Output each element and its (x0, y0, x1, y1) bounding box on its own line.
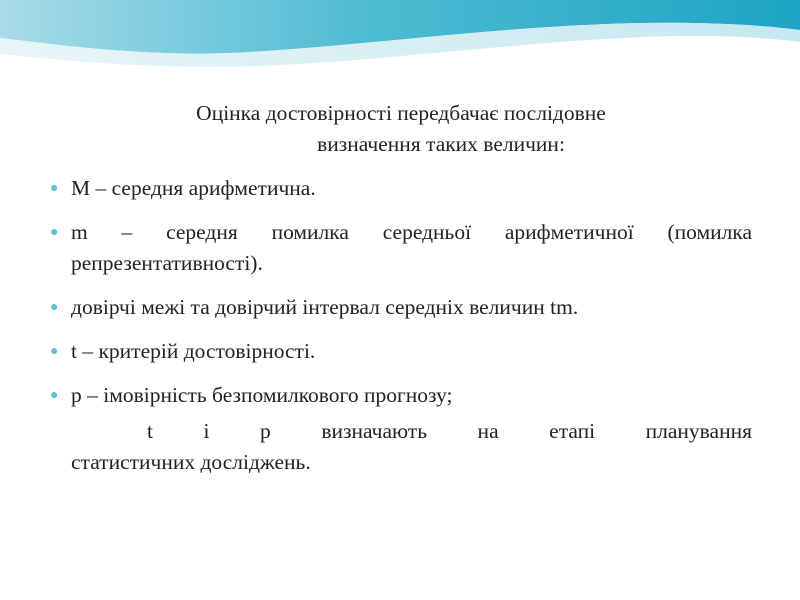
list-item-text: t – критерій достовірності. (71, 339, 316, 363)
list-item-text: р – імовірність безпомилкового прогнозу; (71, 383, 453, 407)
planning-note (71, 416, 752, 478)
list-item-text: довірчі межі та довірчий інтервал середніх величин tm. (71, 295, 579, 319)
list-item-text: M – середня арифметична. (71, 176, 316, 200)
bullet-list (50, 173, 752, 411)
list-item (50, 173, 752, 204)
slide-content (50, 98, 752, 478)
intro-line-2: визначення таких величин: (317, 132, 565, 156)
list-item (50, 336, 752, 367)
list-item (50, 380, 752, 411)
intro-text (50, 98, 752, 160)
list-item (50, 292, 752, 323)
list-item-text: m – середня помилка середньої арифметичної (помилка репрезентативності). (71, 220, 752, 275)
header-wave-decoration (0, 0, 800, 90)
bullet-dot-icon: ● (50, 181, 59, 196)
bullet-dot-icon: ● (50, 300, 59, 315)
intro-line-1: Оцінка достовірності передбачає послідовне (196, 101, 606, 125)
note-line-2: статистичних досліджень. (71, 450, 311, 474)
bullet-dot-icon: ● (50, 344, 59, 359)
note-line-1: t і р визначають на етапі планування (147, 419, 752, 443)
list-item (50, 217, 752, 279)
bullet-dot-icon: ● (50, 388, 59, 403)
bullet-dot-icon: ● (50, 225, 59, 240)
